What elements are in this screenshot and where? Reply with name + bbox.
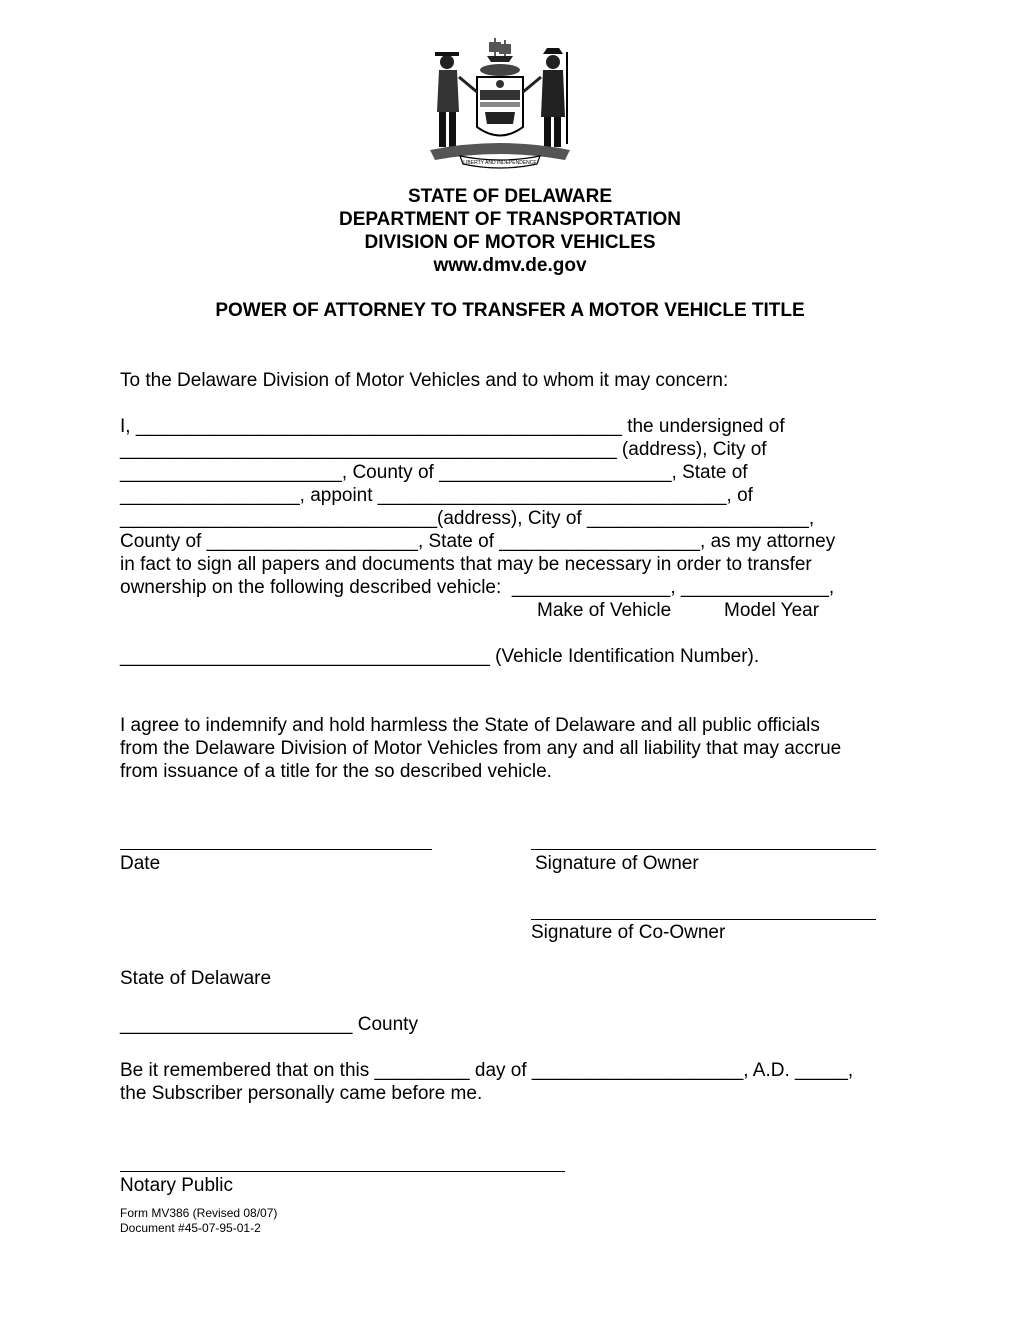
body-line-4: _________________, appoint _________________________________, of (120, 485, 753, 506)
indemnify-line-2: from the Delaware Division of Motor Vehicles from any and all liability that may accrue (120, 738, 842, 759)
body-line-7: in fact to sign all papers and documents that may be necessary in order to transfer (120, 554, 812, 575)
co-owner-signature-label: Signature of Co-Owner (531, 922, 726, 943)
body-line-1: I, ______________________________________________ the undersigned of (120, 416, 785, 437)
remembered-line-2: the Subscriber personally came before me. (120, 1083, 483, 1104)
body-line-3: _____________________, County of ______________________, State of (120, 462, 748, 483)
body-line-2: _______________________________________________ (address), City of (120, 439, 767, 460)
indemnify-line-3: from issuance of a title for the so described vehicle. (120, 761, 552, 782)
vin-line: ___________________________________ (Vehicle Identification Number). (120, 646, 760, 667)
indemnify-line-1: I agree to indemnify and hold harmless the State of Delaware and all public officials (120, 715, 820, 736)
form-number: Form MV386 (Revised 08/07) (120, 1206, 278, 1220)
body-line-5: ______________________________(address), City of _____________________, (120, 508, 815, 529)
notary-signature-line (120, 1171, 565, 1172)
body-line-8: ownership on the following described vehicle: _______________, ______________, (120, 577, 835, 598)
header-department: DEPARTMENT OF TRANSPORTATION (339, 209, 681, 230)
notary-county-line: ______________________ County (120, 1014, 418, 1035)
make-of-vehicle-label: Make of Vehicle (537, 600, 672, 621)
co-owner-signature-line (531, 919, 876, 920)
header-state: STATE OF DELAWARE (407, 186, 613, 207)
owner-signature-line (531, 849, 876, 850)
remembered-line-1: Be it remembered that on this _________ day of ____________________, A.D. _____, (120, 1060, 854, 1081)
salutation: To the Delaware Division of Motor Vehicles and to whom it may concern: (120, 370, 729, 391)
owner-signature-label: Signature of Owner (535, 853, 699, 874)
document-number: Document #45-07-95-01-2 (120, 1221, 261, 1235)
header-website: www.dmv.de.gov (433, 255, 587, 276)
seal-motto: LIBERTY AND INDEPENDENCE (463, 160, 537, 166)
header-division: DIVISION OF MOTOR VEHICLES (364, 232, 656, 253)
body-line-6: County of ____________________, State of ___________________, as my attorney (120, 531, 836, 552)
notary-public-label: Notary Public (120, 1175, 233, 1196)
model-year-label: Model Year (724, 600, 820, 621)
date-label: Date (120, 853, 161, 874)
form-title: POWER OF ATTORNEY TO TRANSFER A MOTOR VEHICLE TITLE (215, 300, 805, 321)
delaware-state-seal (425, 32, 575, 174)
notary-state: State of Delaware (120, 968, 272, 989)
date-signature-line (120, 849, 432, 850)
